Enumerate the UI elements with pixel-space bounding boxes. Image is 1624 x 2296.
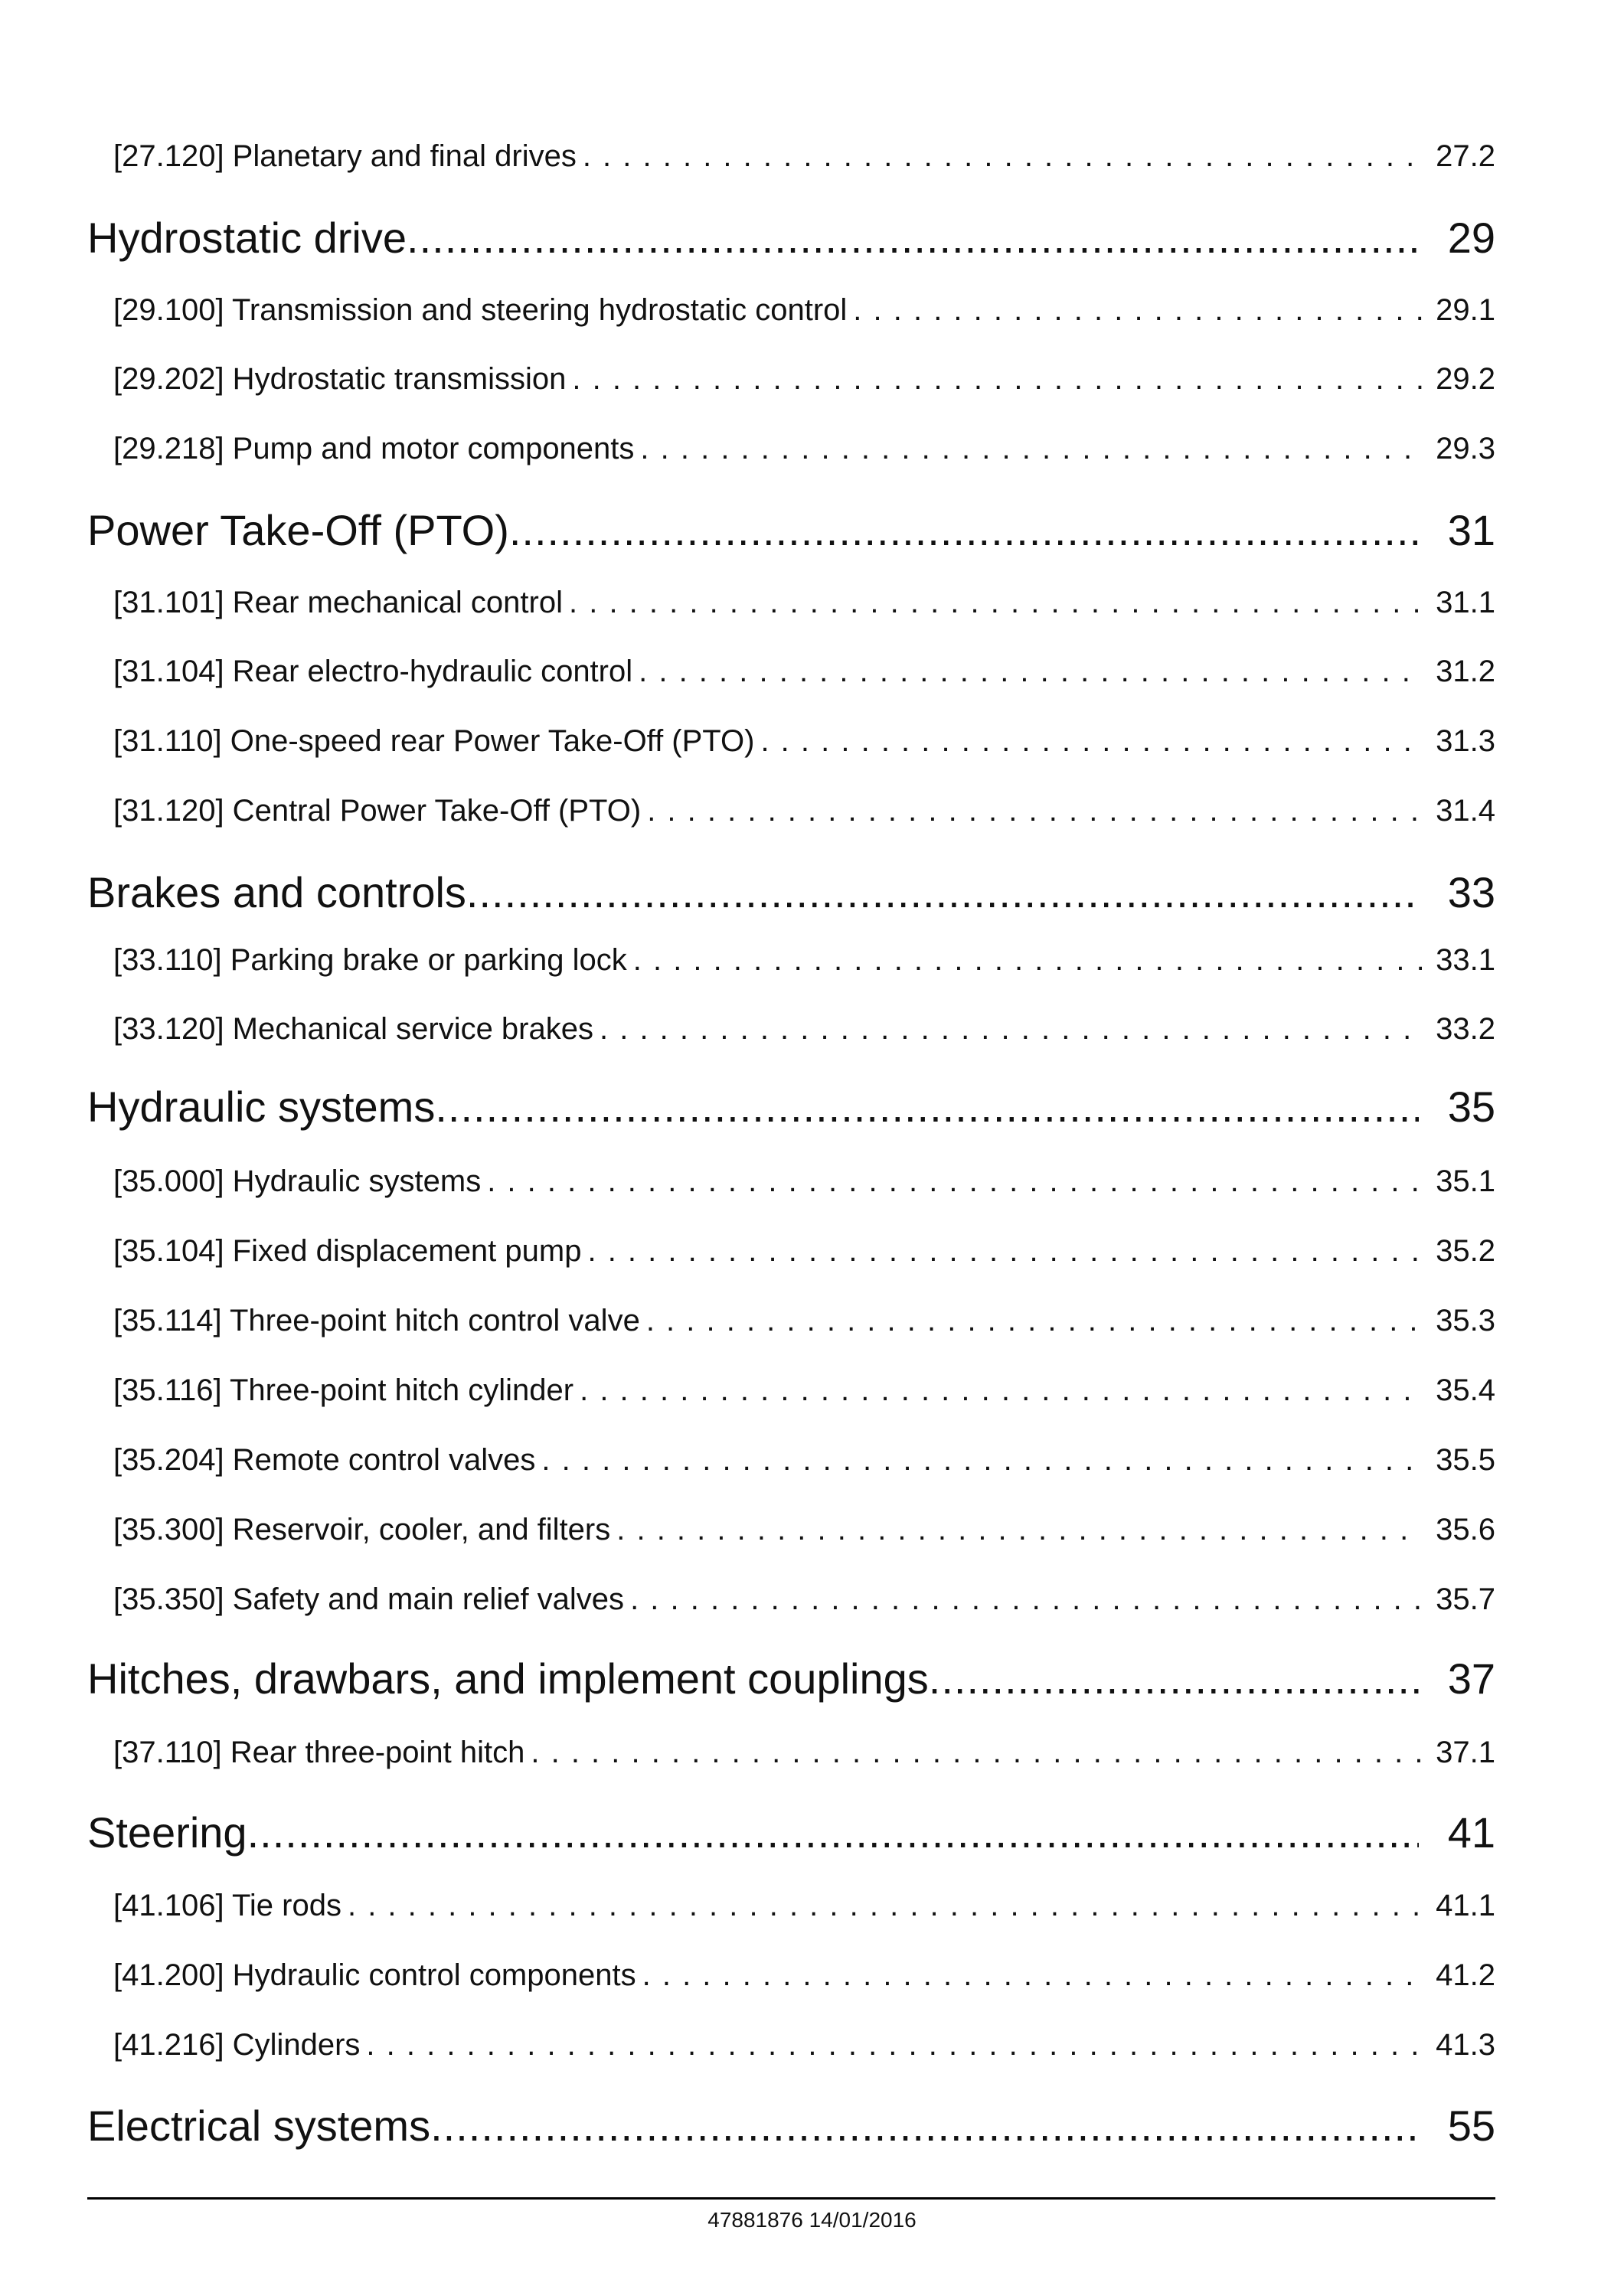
dot-leader	[348, 1889, 1422, 1923]
toc-entry-page: 41.1	[1436, 1889, 1495, 1922]
toc-entry-title: [35.300] Reservoir, cooler, and filters	[113, 1513, 611, 1546]
toc-entry-page: 37.1	[1436, 1736, 1495, 1769]
dot-leader	[531, 1736, 1422, 1770]
toc-entry-31-101[interactable]	[113, 586, 1495, 620]
toc-entry-page: 31.3	[1436, 724, 1495, 758]
toc-entry-title: [35.104] Fixed displacement pump	[113, 1234, 582, 1268]
toc-entry-35-204[interactable]	[113, 1443, 1495, 1478]
footer-rule	[87, 2197, 1495, 2200]
toc-entry-title: [27.120] Planetary and final drives	[113, 139, 577, 173]
toc-entry-page: 29.1	[1436, 293, 1495, 327]
toc-entry-title: [41.106] Tie rods	[113, 1889, 341, 1922]
toc-entry-title: [35.116] Three-point hitch cylinder	[113, 1373, 574, 1407]
toc-section-title: Hydraulic systems	[87, 1083, 436, 1131]
dot-leader	[430, 2101, 1419, 2151]
toc-entry-title: [35.000] Hydraulic systems	[113, 1164, 482, 1198]
toc-section-title: Brakes and controls	[87, 868, 466, 916]
toc-entry-page: 35.6	[1436, 1513, 1495, 1546]
toc-entry-35-114[interactable]	[113, 1304, 1495, 1338]
toc-entry-page: 35.7	[1436, 1582, 1495, 1616]
toc-entry-37-110[interactable]	[113, 1736, 1495, 1770]
toc-entry-29-100[interactable]	[113, 293, 1495, 328]
toc-entry-title: [35.204] Remote control valves	[113, 1443, 536, 1477]
toc-section-page: 41	[1447, 1808, 1495, 1857]
toc-entry-title: [31.110] One-speed rear Power Take-Off (PTO)	[113, 724, 755, 758]
toc-section-page: 29	[1447, 214, 1495, 262]
toc-entry-35-116[interactable]	[113, 1373, 1495, 1408]
toc-section-title: Electrical systems	[87, 2102, 431, 2150]
toc-entry-29-218[interactable]	[113, 432, 1495, 466]
toc-entry-31-104[interactable]	[113, 655, 1495, 689]
dot-leader	[583, 139, 1422, 174]
dot-leader	[541, 1443, 1422, 1478]
dot-leader	[407, 213, 1419, 263]
dot-leader	[580, 1373, 1422, 1408]
toc-entry-page: 35.3	[1436, 1304, 1495, 1337]
toc-entry-title: [31.101] Rear mechanical control	[113, 586, 563, 619]
toc-section-page: 31	[1447, 506, 1495, 554]
toc-section-page: 37	[1447, 1654, 1495, 1703]
toc-entry-page: 27.2	[1436, 139, 1495, 173]
toc-entry-35-350[interactable]	[113, 1582, 1495, 1617]
dot-leader	[760, 724, 1422, 759]
toc-entry-title: [33.110] Parking brake or parking lock	[113, 943, 627, 977]
toc-section-title: Power Take-Off (PTO)	[87, 506, 509, 554]
toc-entry-title: [31.104] Rear electro-hydraulic control	[113, 655, 633, 688]
toc-entry-title: [41.216] Cylinders	[113, 2028, 361, 2062]
toc-section-title: Steering	[87, 1808, 247, 1857]
dot-leader	[435, 1082, 1419, 1132]
toc-entry-27-120[interactable]	[113, 139, 1495, 174]
toc-entry-page: 31.1	[1436, 586, 1495, 619]
toc-section-pto[interactable]	[87, 505, 1495, 555]
dot-leader	[509, 505, 1419, 555]
dot-leader	[487, 1164, 1422, 1199]
toc-entry-title: [31.120] Central Power Take-Off (PTO)	[113, 794, 642, 828]
dot-leader	[633, 943, 1422, 978]
dot-leader	[569, 586, 1422, 620]
toc-section-title: Hydrostatic drive	[87, 214, 407, 262]
toc-section-page: 55	[1447, 2102, 1495, 2150]
toc-entry-title: [33.120] Mechanical service brakes	[113, 1012, 593, 1046]
toc-section-hitches[interactable]	[87, 1654, 1495, 1703]
toc-section-title: Hitches, drawbars, and implement couplings	[87, 1654, 929, 1703]
dot-leader	[642, 1958, 1422, 1993]
toc-entry-29-202[interactable]	[113, 362, 1495, 397]
toc-section-electrical-systems[interactable]	[87, 2101, 1495, 2151]
dot-leader	[853, 293, 1422, 328]
dot-leader	[366, 2028, 1422, 2062]
toc-entry-41-216[interactable]	[113, 2028, 1495, 2062]
toc-entry-page: 29.2	[1436, 362, 1495, 396]
toc-entry-title: [41.200] Hydraulic control components	[113, 1958, 636, 1992]
toc-section-brakes-and-controls[interactable]	[87, 867, 1495, 917]
toc-section-steering[interactable]	[87, 1808, 1495, 1857]
toc-entry-page: 29.3	[1436, 432, 1495, 465]
toc-entry-page: 33.2	[1436, 1012, 1495, 1046]
dot-leader	[639, 655, 1422, 689]
toc-entry-33-110[interactable]	[113, 943, 1495, 978]
toc-entry-page: 35.5	[1436, 1443, 1495, 1477]
toc-entry-page: 35.2	[1436, 1234, 1495, 1268]
toc-entry-page: 31.2	[1436, 655, 1495, 688]
toc-section-page: 35	[1447, 1083, 1495, 1131]
toc-entry-31-110[interactable]	[113, 724, 1495, 759]
toc-entry-35-104[interactable]	[113, 1234, 1495, 1269]
toc-entry-35-000[interactable]	[113, 1164, 1495, 1199]
toc-entry-page: 41.3	[1436, 2028, 1495, 2062]
toc-section-hydraulic-systems[interactable]	[87, 1082, 1495, 1132]
dot-leader	[587, 1234, 1422, 1269]
dot-leader	[466, 867, 1419, 917]
dot-leader	[572, 362, 1422, 397]
toc-entry-33-120[interactable]	[113, 1012, 1495, 1047]
footer-document-id: 47881876 14/01/2016	[707, 2208, 917, 2232]
toc-section-page: 33	[1447, 868, 1495, 916]
toc-entry-41-106[interactable]	[113, 1889, 1495, 1923]
toc-entry-title: [35.114] Three-point hitch control valve	[113, 1304, 640, 1337]
toc-entry-page: 31.4	[1436, 794, 1495, 828]
toc-entry-page: 35.4	[1436, 1373, 1495, 1407]
dot-leader	[616, 1513, 1422, 1547]
toc-entry-page: 41.2	[1436, 1958, 1495, 1992]
toc-section-hydrostatic-drive[interactable]	[87, 213, 1495, 263]
dot-leader	[646, 1304, 1422, 1338]
toc-entry-title: [29.218] Pump and motor components	[113, 432, 635, 465]
dot-leader	[647, 794, 1422, 828]
dot-leader	[630, 1582, 1422, 1617]
dot-leader	[640, 432, 1422, 466]
toc-entry-title: [35.350] Safety and main relief valves	[113, 1582, 625, 1616]
toc-entry-title: [29.202] Hydrostatic transmission	[113, 362, 567, 396]
toc-entry-41-200[interactable]	[113, 1958, 1495, 1993]
toc-entry-35-300[interactable]	[113, 1513, 1495, 1547]
dot-leader	[247, 1808, 1419, 1857]
toc-entry-page: 35.1	[1436, 1164, 1495, 1198]
toc-entry-title: [37.110] Rear three-point hitch	[113, 1736, 525, 1769]
toc-entry-title: [29.100] Transmission and steering hydrostatic control	[113, 293, 848, 327]
dot-leader	[929, 1654, 1419, 1703]
dot-leader	[600, 1012, 1422, 1047]
toc-entry-page: 33.1	[1436, 943, 1495, 977]
toc-entry-31-120[interactable]	[113, 794, 1495, 828]
